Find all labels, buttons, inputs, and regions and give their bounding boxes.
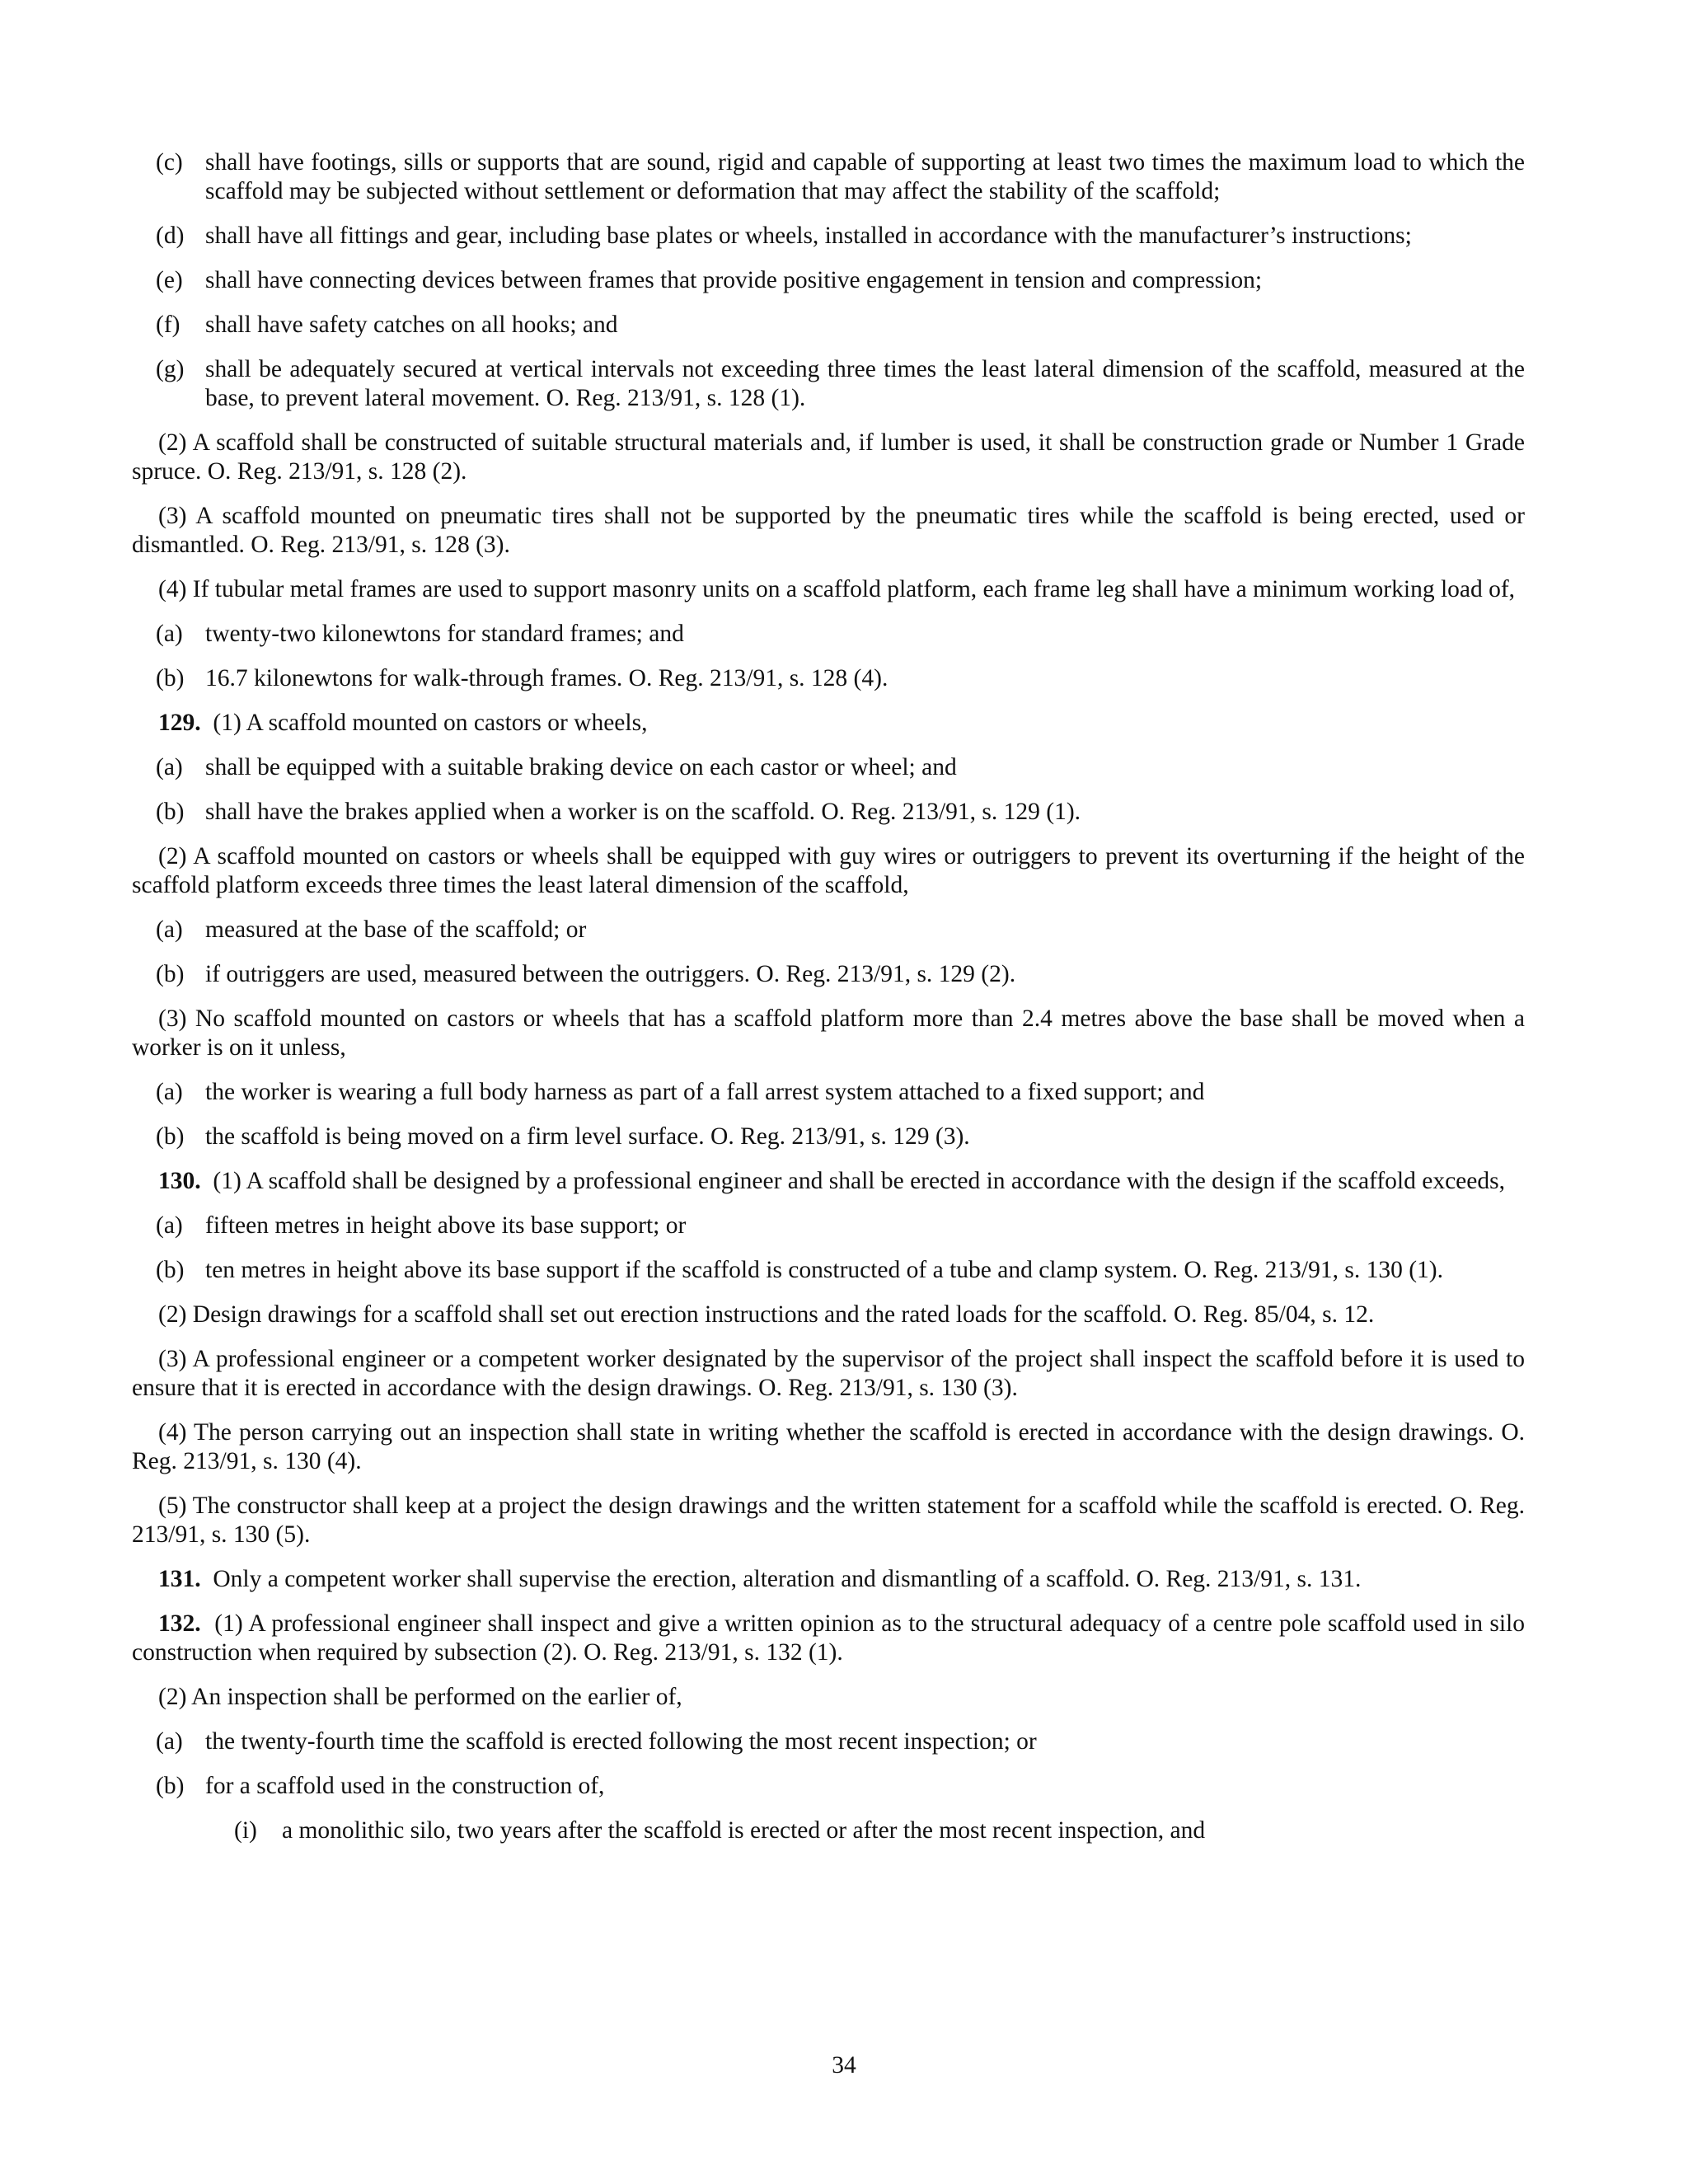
para-g [132, 355, 1525, 413]
item-text: the twenty-fourth time the scaffold is erected following the most recent inspection; or [205, 1728, 1037, 1755]
item-label: (i) [234, 1817, 257, 1844]
subsection-130-2: (2) Design drawings for a scaffold shall set out erection instructions and the rated loads for the scaffold. O. Reg. 85/04, s. 12. [158, 1301, 1375, 1328]
para-128-4-a [132, 620, 1525, 649]
subsection-130-3: (3) A professional engineer or a competent worker designated by the supervisor of the project shall inspect the scaffold before it is used to ensure that it is erected in accordance with the design drawings. O. Reg. 213/91, s. 130 (3). [132, 1346, 1525, 1401]
section-text: (1) A scaffold shall be designed by a professional engineer and shall be erected in accordance with the design if the scaffold exceeds, [213, 1168, 1505, 1194]
item-label: (b) [156, 1257, 185, 1283]
para-130-1-b [132, 1256, 1525, 1285]
document-body [132, 148, 1525, 1861]
section-text: (1) A professional engineer shall inspect and give a written opinion as to the structural adequacy of a centre pole scaffold used in silo construction when required by subsection (2). O. Reg. 213/91, s. 132 (1). [132, 1610, 1525, 1666]
item-label: (b) [156, 1773, 185, 1799]
item-text: shall be equipped with a suitable braking device on each castor or wheel; and [205, 754, 957, 780]
item-text: twenty-two kilonewtons for standard frames; and [205, 621, 684, 647]
section-132 [132, 1610, 1525, 1667]
item-text: for a scaffold used in the construction of, [205, 1773, 605, 1799]
section-text: (1) A scaffold mounted on castors or wheels, [213, 710, 648, 736]
section-number: 129. [158, 710, 201, 736]
item-text: shall have connecting devices between frames that provide positive engagement in tension and compression; [205, 267, 1263, 293]
section-129 [132, 709, 1525, 738]
item-label: (a) [156, 754, 183, 780]
item-label: (g) [156, 356, 185, 382]
item-text: shall have safety catches on all hooks; and [205, 312, 618, 338]
para-132-2-b [132, 1772, 1525, 1801]
para-129-2-b [132, 960, 1525, 989]
subsection-128-2: (2) A scaffold shall be constructed of suitable structural materials and, if lumber is used, it shall be construction grade or Number 1 Grade spruce. O. Reg. 213/91, s. 128 (2). [132, 429, 1525, 485]
para-f [132, 311, 1525, 340]
item-label: (c) [156, 149, 183, 176]
para-129-2-a [132, 916, 1525, 944]
section-text: Only a competent worker shall supervise the erection, alteration and dismantling of a scaffold. O. Reg. 213/91, s. 131. [213, 1566, 1362, 1592]
para-e [132, 266, 1525, 295]
page-number: 34 [832, 2052, 856, 2079]
subsection-132-2: (2) An inspection shall be performed on the earlier of, [158, 1684, 682, 1710]
item-label: (b) [156, 961, 185, 987]
item-label: (b) [156, 1123, 185, 1150]
para-d [132, 222, 1525, 251]
subsection-130-4: (4) The person carrying out an inspection shall state in writing whether the scaffold is erected in accordance with the design drawings. O. Reg. 213/91, s. 130 (4). [132, 1419, 1525, 1474]
item-text: ten metres in height above its base support if the scaffold is constructed of a tube and clamp system. O. Reg. 213/91, s. 130 (1). [205, 1257, 1443, 1283]
item-text: shall have footings, sills or supports that are sound, rigid and capable of supporting at least two times the maximum load to which the scaffold may be subjected without settlement or deformation that may affect the stability of the scaffold; [205, 149, 1525, 204]
subsection-129-3: (3) No scaffold mounted on castors or wheels that has a scaffold platform more than 2.4 metres above the base shall be moved when a worker is on it unless, [132, 1005, 1525, 1061]
item-text: 16.7 kilonewtons for walk-through frames. O. Reg. 213/91, s. 128 (4). [205, 665, 889, 691]
item-text: shall have the brakes applied when a worker is on the scaffold. O. Reg. 213/91, s. 129 (1). [205, 799, 1081, 825]
section-number: 130. [158, 1168, 201, 1194]
item-label: (a) [156, 1212, 183, 1239]
para-132-2-a [132, 1727, 1525, 1756]
item-text: the worker is wearing a full body harness as part of a fall arrest system attached to a fixed support; and [205, 1079, 1205, 1105]
subsection-128-3: (3) A scaffold mounted on pneumatic tires shall not be supported by the pneumatic tires while the scaffold is being erected, used or dismantled. O. Reg. 213/91, s. 128 (3). [132, 503, 1525, 558]
para-c [132, 148, 1525, 206]
item-text: shall have all fittings and gear, including base plates or wheels, installed in accordance with the manufacturer’s instructions; [205, 223, 1412, 249]
section-number: 132. [158, 1610, 201, 1637]
item-text: measured at the base of the scaffold; or [205, 916, 587, 943]
item-label: (a) [156, 1079, 183, 1105]
item-text: a monolithic silo, two years after the scaffold is erected or after the most recent inspection, and [282, 1817, 1206, 1844]
section-number: 131. [158, 1566, 201, 1592]
item-label: (e) [156, 267, 183, 293]
item-label: (a) [156, 621, 183, 647]
item-label: (d) [156, 223, 185, 249]
para-130-1-a [132, 1212, 1525, 1240]
subsection-130-5: (5) The constructor shall keep at a project the design drawings and the written statement for a scaffold while the scaffold is erected. O. Reg. 213/91, s. 130 (5). [132, 1493, 1525, 1548]
para-129-3-b [132, 1122, 1525, 1151]
section-131 [132, 1565, 1525, 1594]
item-label: (b) [156, 799, 185, 825]
item-text: fifteen metres in height above its base support; or [205, 1212, 687, 1239]
para-128-4-b [132, 664, 1525, 693]
section-130 [132, 1167, 1525, 1196]
subsection-128-4: (4) If tubular metal frames are used to support masonry units on a scaffold platform, each frame leg shall have a minimum working load of, [158, 576, 1516, 602]
para-129-1-b [132, 798, 1525, 827]
item-text: the scaffold is being moved on a firm level surface. O. Reg. 213/91, s. 129 (3). [205, 1123, 970, 1150]
item-text: shall be adequately secured at vertical intervals not exceeding three times the least lateral dimension of the scaffold, measured at the base, to prevent lateral movement. O. Reg. 213/91, s. 128 (1). [205, 356, 1525, 411]
subpara-132-2-b-i [132, 1816, 1525, 1845]
item-label: (f) [156, 312, 181, 338]
subsection-129-2: (2) A scaffold mounted on castors or wheels shall be equipped with guy wires or outriggers to prevent its overturning if the height of the scaffold platform exceeds three times the least lateral dimension of the scaffold, [132, 843, 1525, 898]
para-129-1-a [132, 753, 1525, 782]
para-129-3-a [132, 1078, 1525, 1107]
item-label: (b) [156, 665, 185, 691]
item-label: (a) [156, 916, 183, 943]
item-label: (a) [156, 1728, 183, 1755]
item-text: if outriggers are used, measured between the outriggers. O. Reg. 213/91, s. 129 (2). [205, 961, 1016, 987]
